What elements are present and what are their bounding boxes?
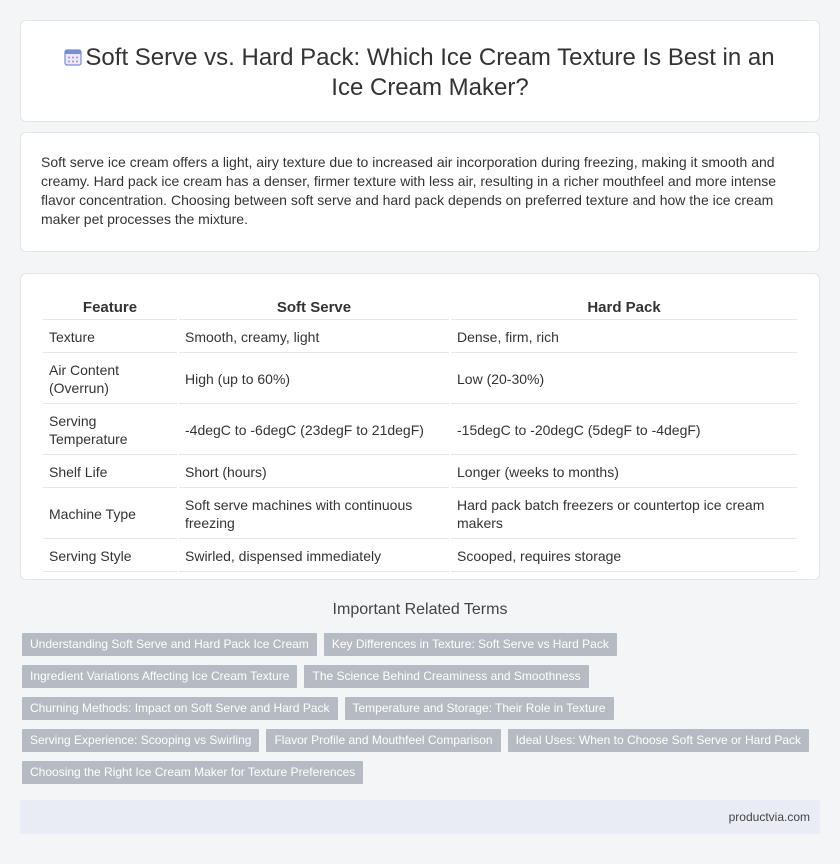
intro-card: [20, 132, 820, 252]
soft-serve-cell: -4degC to -6degC (23degF to 21degF): [179, 406, 449, 455]
intro-paragraph: Soft serve ice cream offers a light, airy texture due to increased air incorporation during freezing, making it smooth and creamy. Hard pack ice cream has a denser, firmer texture with less air, resulting in a richer mouthfeel and more intense flavor concentration. Choosing between soft serve and hard pack depends on preferred texture and how the ice cream maker pet processes the mixture.: [41, 154, 777, 227]
feature-cell: Air Content (Overrun): [43, 355, 177, 404]
related-term-tag[interactable]: Serving Experience: Scooping vs Swirling: [22, 729, 259, 752]
soft-serve-cell: Short (hours): [179, 457, 449, 488]
table-row: [43, 406, 797, 455]
table-row: [43, 457, 797, 488]
feature-cell: Machine Type: [43, 490, 177, 539]
footer: [20, 800, 820, 834]
feature-cell: Texture: [43, 322, 177, 353]
hard-pack-cell: Hard pack batch freezers or countertop ice cream makers: [451, 490, 797, 539]
page-title: Soft Serve vs. Hard Pack: Which Ice Cream Texture Is Best in an Ice Cream Maker?: [85, 44, 775, 101]
hard-pack-cell: Low (20-30%): [451, 355, 797, 404]
soft-serve-cell: High (up to 60%): [179, 355, 449, 404]
comparison-table-card: [20, 273, 820, 580]
related-terms-heading: Important Related Terms: [332, 601, 508, 618]
header-hard-pack: Hard Pack: [451, 296, 797, 320]
hard-pack-cell: Longer (weeks to months): [451, 457, 797, 488]
table-row: [43, 355, 797, 404]
soft-serve-cell: Swirled, dispensed immediately: [179, 541, 449, 572]
table-row: [43, 322, 797, 353]
feature-cell: Shelf Life: [43, 457, 177, 488]
related-term-tag[interactable]: Ingredient Variations Affecting Ice Cream Texture: [22, 665, 297, 688]
table-row: [43, 541, 797, 572]
table-row: [43, 490, 797, 539]
hard-pack-cell: -15degC to -20degC (5degF to -4degF): [451, 406, 797, 455]
soft-serve-cell: Smooth, creamy, light: [179, 322, 449, 353]
related-term-tag[interactable]: Ideal Uses: When to Choose Soft Serve or Hard Pack: [508, 729, 809, 752]
related-term-tag[interactable]: Temperature and Storage: Their Role in Texture: [345, 697, 614, 720]
feature-cell: Serving Temperature: [43, 406, 177, 455]
table-header-row: [43, 296, 797, 320]
hard-pack-cell: Scooped, requires storage: [451, 541, 797, 572]
related-term-tag[interactable]: Choosing the Right Ice Cream Maker for Texture Preferences: [22, 761, 363, 784]
header-soft-serve: Soft Serve: [179, 296, 449, 320]
related-term-tag[interactable]: Understanding Soft Serve and Hard Pack Ice Cream: [22, 633, 317, 656]
feature-cell: Serving Style: [43, 541, 177, 572]
related-term-tag[interactable]: The Science Behind Creaminess and Smoothness: [304, 665, 588, 688]
soft-serve-cell: Soft serve machines with continuous freezing: [179, 490, 449, 539]
related-term-tag[interactable]: Churning Methods: Impact on Soft Serve and Hard Pack: [22, 697, 338, 720]
footer-brand[interactable]: productvia.com: [728, 810, 810, 824]
title-card: [20, 20, 820, 122]
related-terms-list: [22, 633, 812, 784]
related-term-tag[interactable]: Key Differences in Texture: Soft Serve vs Hard Pack: [324, 633, 617, 656]
related-term-tag[interactable]: Flavor Profile and Mouthfeel Comparison: [266, 729, 500, 752]
comparison-table: [41, 294, 799, 574]
hard-pack-cell: Dense, firm, rich: [451, 322, 797, 353]
header-feature: Feature: [43, 296, 177, 320]
